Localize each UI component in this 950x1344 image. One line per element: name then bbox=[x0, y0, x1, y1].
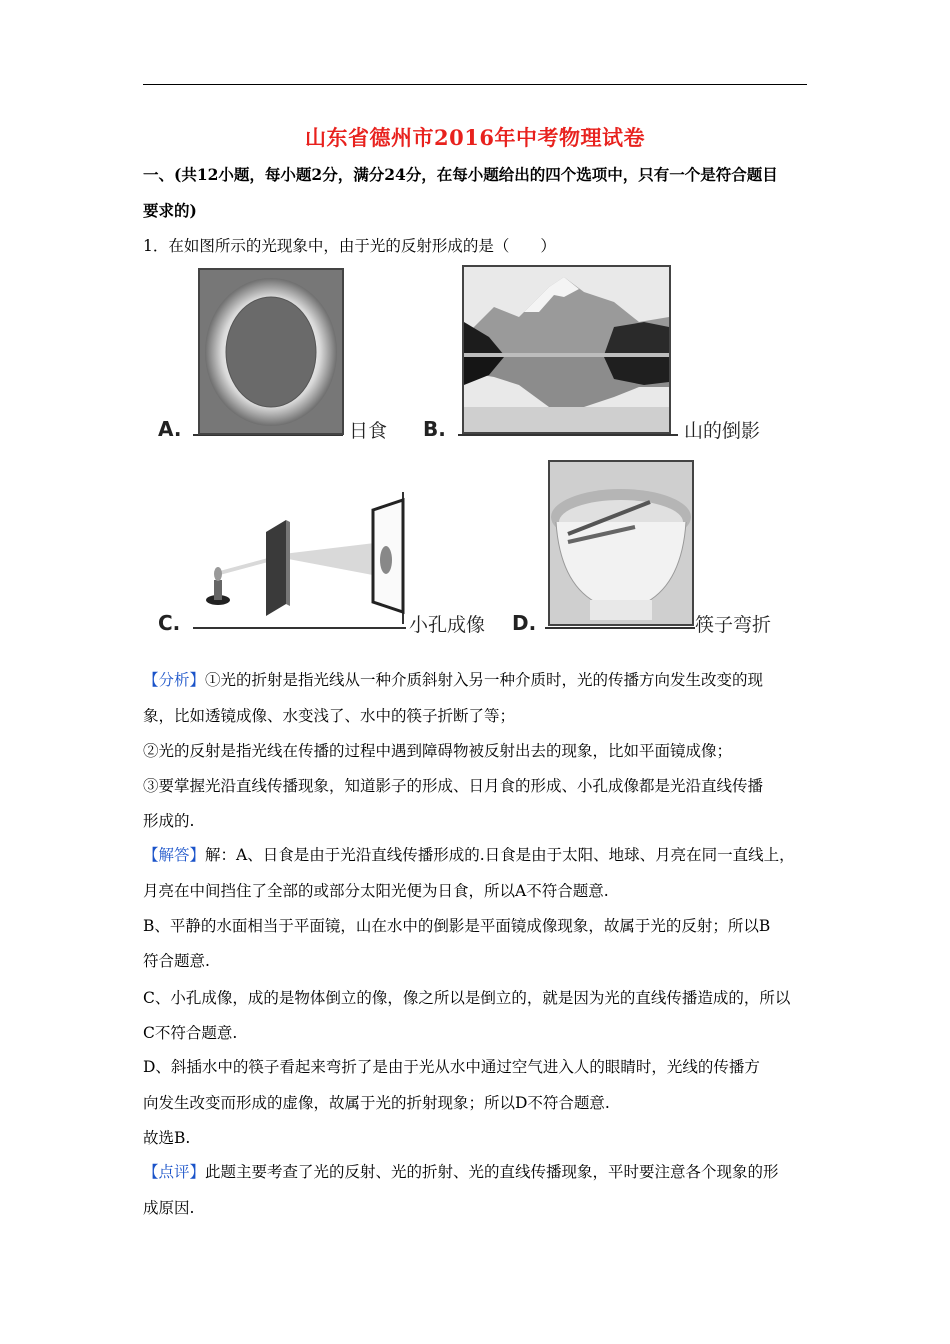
answer-line-6: C不符合题意. bbox=[143, 1024, 238, 1042]
comment-line-2: 成原因. bbox=[143, 1199, 195, 1217]
answer-line-3: B、平静的水面相当于平面镜，山在水中的倒影是平面镜成像现象，故属于光的反射；所以B bbox=[143, 917, 771, 935]
option-a-label: A. bbox=[158, 417, 182, 441]
answer-line-7: D、斜插水中的筷子看起来弯折了是由于光从水中通过空气进入人的眼睛时，光线的传播方 bbox=[143, 1058, 760, 1076]
solar-eclipse-picture bbox=[198, 268, 344, 435]
option-c-baseline bbox=[193, 627, 406, 629]
comment-tag: 【点评】 bbox=[143, 1163, 206, 1181]
analysis-tag: 【分析】 bbox=[143, 671, 206, 689]
comment-line-1: 【点评】此题主要考查了光的反射、光的折射、光的直线传播现象，平时要注意各个现象的形 bbox=[143, 1163, 779, 1181]
mountain-reflection-picture bbox=[462, 265, 671, 434]
option-b-baseline bbox=[458, 434, 678, 436]
option-d-baseline bbox=[545, 627, 695, 629]
answer-line-5: C、小孔成像，成的是物体倒立的像，像之所以是倒立的，就是因为光的直线传播造成的，所以 bbox=[143, 989, 791, 1007]
option-d-caption: 筷子弯折 bbox=[695, 614, 772, 636]
pinhole-camera-picture bbox=[198, 492, 408, 624]
analysis-line-5: 形成的. bbox=[143, 812, 195, 830]
option-b-label: B. bbox=[423, 417, 446, 441]
option-d-label: D. bbox=[512, 611, 537, 635]
option-c-label: C. bbox=[158, 611, 181, 635]
answer-line-9: 故选B. bbox=[143, 1129, 191, 1147]
analysis-line-2: 象，比如透镜成像、水变浅了、水中的筷子折断了等； bbox=[143, 707, 516, 725]
option-b-caption: 山的倒影 bbox=[684, 420, 761, 442]
page-title: 山东省德州市2016年中考物理试卷 bbox=[305, 125, 645, 150]
option-c-caption: 小孔成像 bbox=[409, 614, 486, 636]
answer-tag: 【解答】 bbox=[143, 846, 206, 864]
analysis-line-3: ②光的反射是指光线在传播的过程中遇到障碍物被反射出去的现象，比如平面镜成像； bbox=[143, 742, 733, 760]
section-heading: 一、(共12小题，每小题2分，满分24分，在每小题给出的四个选项中，只有一个是符合题目 bbox=[143, 165, 778, 184]
option-a-caption: 日食 bbox=[349, 420, 388, 442]
analysis-line-1: 【分析】①光的折射是指光线从一种介质斜射入另一种介质时，光的传播方向发生改变的现 bbox=[143, 671, 764, 689]
chopsticks-bending-picture bbox=[548, 460, 694, 626]
question-1: 1．在如图所示的光现象中，由于光的反射形成的是（ ） bbox=[143, 237, 556, 255]
answer-line-1: 【解答】解：A、日食是由于光沿直线传播形成的.日食是由于太阳、地球、月亮在同一直线上， bbox=[143, 846, 795, 864]
header-rule bbox=[143, 84, 807, 85]
answer-line-8: 向发生改变而形成的虚像，故属于光的折射现象；所以D不符合题意. bbox=[143, 1094, 610, 1112]
section-heading-cont: 要求的) bbox=[143, 201, 197, 220]
analysis-line-4: ③要掌握光沿直线传播现象，知道影子的形成、日月食的形成、小孔成像都是光沿直线传播 bbox=[143, 777, 764, 795]
answer-line-2: 月亮在中间挡住了全部的或部分太阳光便为日食，所以A不符合题意. bbox=[143, 882, 609, 900]
answer-line-4: 符合题意. bbox=[143, 952, 210, 970]
